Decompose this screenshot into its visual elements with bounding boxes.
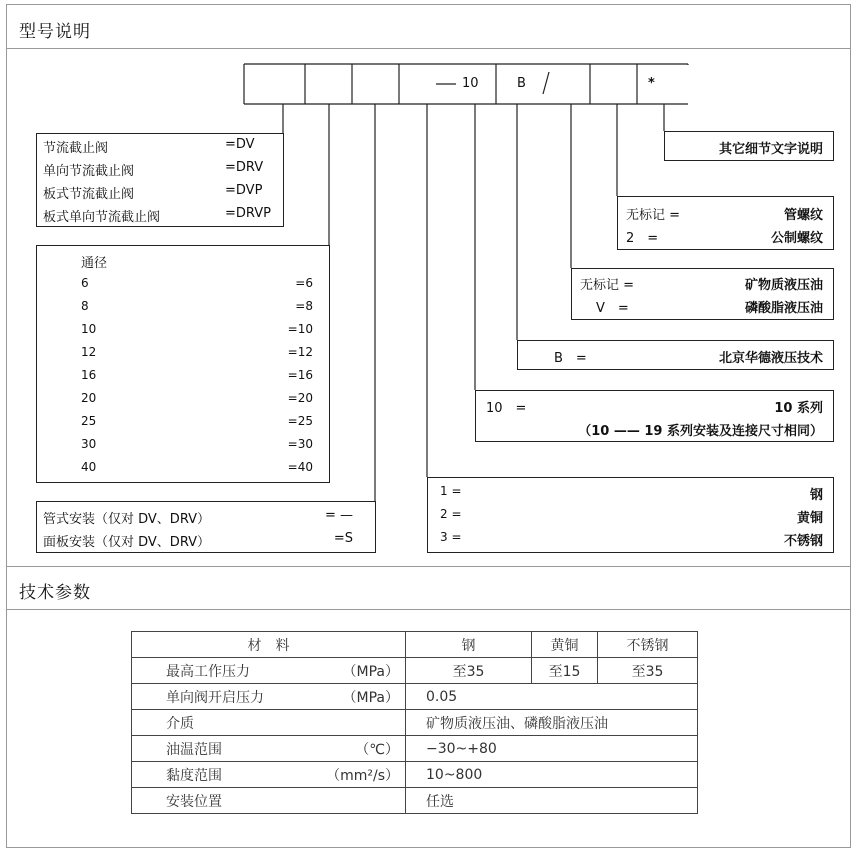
diameter-value: =30 [287,437,313,451]
valve-type-name: 节流截止阀 [43,141,109,156]
row-label: 单向阀开启压力 [132,684,306,710]
diameter-key: 8 [81,299,89,313]
row-label: 安装位置 [132,788,306,814]
thread-key: 无标记 = [626,208,681,223]
row-unit: （℃） [306,736,406,762]
row-label: 油温范围 [132,736,306,762]
brand-key: B = [554,351,587,366]
material-value: 不锈钢 [783,534,823,549]
header-material: 材 料 [132,632,406,658]
section-title-model: 型号说明 [19,22,91,42]
row-value: 任选 [406,788,698,814]
diameter-key: 10 [81,322,97,336]
series-value: 10 系列 [774,401,823,416]
material-value: 钢 [809,488,823,503]
section-title-tech: 技术参数 [19,583,91,603]
diameter-value: =16 [287,368,313,382]
table-row [132,788,698,814]
material-key: 1 = [440,484,462,498]
code-series: 10 [462,76,479,91]
oil-value: 磷酸脂液压油 [744,301,823,316]
table-row [132,684,698,710]
diameter-key: 20 [81,391,97,405]
row-unit [306,710,406,736]
diameter-title: 通径 [81,256,108,271]
series-note: （10 —— 19 系列安装及连接尺寸相同） [578,424,823,439]
section-header-tech [7,566,850,610]
table-header-row [132,632,698,658]
diameter-value: =8 [295,299,313,313]
oil-key: 无标记 = [580,278,635,293]
diameter-value: =6 [295,276,313,290]
thread-value: 公制螺纹 [770,231,823,246]
code-b: B [517,76,526,91]
diameter-key: 30 [81,437,97,451]
mounting-name: 管式安装（仅对 DV、DRV） [43,512,211,527]
row-unit: （MPa） [306,684,406,710]
table-row [132,736,698,762]
header-brass: 黄铜 [532,632,598,658]
row-value: 0.05 [406,684,698,710]
row-label: 介质 [132,710,306,736]
header-stainless: 不锈钢 [598,632,698,658]
row-unit: （MPa） [306,658,406,684]
oil-value: 矿物质液压油 [744,278,823,293]
row-unit [306,788,406,814]
material-key: 2 = [440,507,462,521]
oil-key: V = [596,301,629,316]
table-row [132,762,698,788]
row-unit: （mm²/s） [306,762,406,788]
row-value: −30~+80 [406,736,698,762]
diameter-key: 12 [81,345,97,359]
valve-type-code: =DVP [225,183,263,198]
table-row [132,658,698,684]
oil-box [571,268,834,320]
mounting-box [36,501,376,553]
diameter-key: 25 [81,414,97,428]
material-key: 3 = [440,530,462,544]
valve-type-code: =DRV [225,160,264,175]
diameter-box [36,245,330,483]
thread-box [617,196,834,250]
mounting-code: =S [333,531,353,546]
diameter-key: 6 [81,276,89,290]
diameter-value: =40 [287,460,313,474]
code-star: * [648,76,655,91]
header-steel: 钢 [406,632,532,658]
table-row [132,710,698,736]
valve-type-name: 板式节流截止阀 [43,187,135,202]
mounting-code: = — [324,508,353,523]
diameter-value: =25 [287,414,313,428]
series-box [475,390,834,442]
row-value: 10~800 [406,762,698,788]
thread-value: 管螺纹 [783,208,823,223]
row-label: 最高工作压力 [132,658,306,684]
brand-value: 北京华德液压技术 [718,351,823,366]
diameter-key: 16 [81,368,97,382]
row-value-stainless: 至35 [598,658,698,684]
tech-params-table [131,631,698,814]
thread-key: 2 = [626,231,659,246]
series-key: 10 = [486,401,527,416]
row-label: 黏度范围 [132,762,306,788]
diameter-value: =12 [287,345,313,359]
diameter-key: 40 [81,460,97,474]
material-value: 黄铜 [796,511,823,526]
valve-type-name: 单向节流截止阀 [43,164,135,179]
material-box [427,477,834,553]
valve-type-code: =DRVP [225,206,271,221]
valve-type-code: =DV [225,137,255,152]
other-detail-text: 其它细节文字说明 [718,142,823,157]
row-value: 矿物质液压油、磷酸脂液压油 [406,710,698,736]
mounting-name: 面板安装（仅对 DV、DRV） [43,535,211,550]
row-value-brass: 至15 [532,658,598,684]
valve-type-box [36,133,284,227]
row-value-steel: 至35 [406,658,532,684]
diameter-value: =20 [287,391,313,405]
valve-type-name: 板式单向节流截止阀 [43,210,161,225]
diameter-value: =10 [287,322,313,336]
brand-box [517,340,834,370]
other-detail-box [664,131,834,161]
